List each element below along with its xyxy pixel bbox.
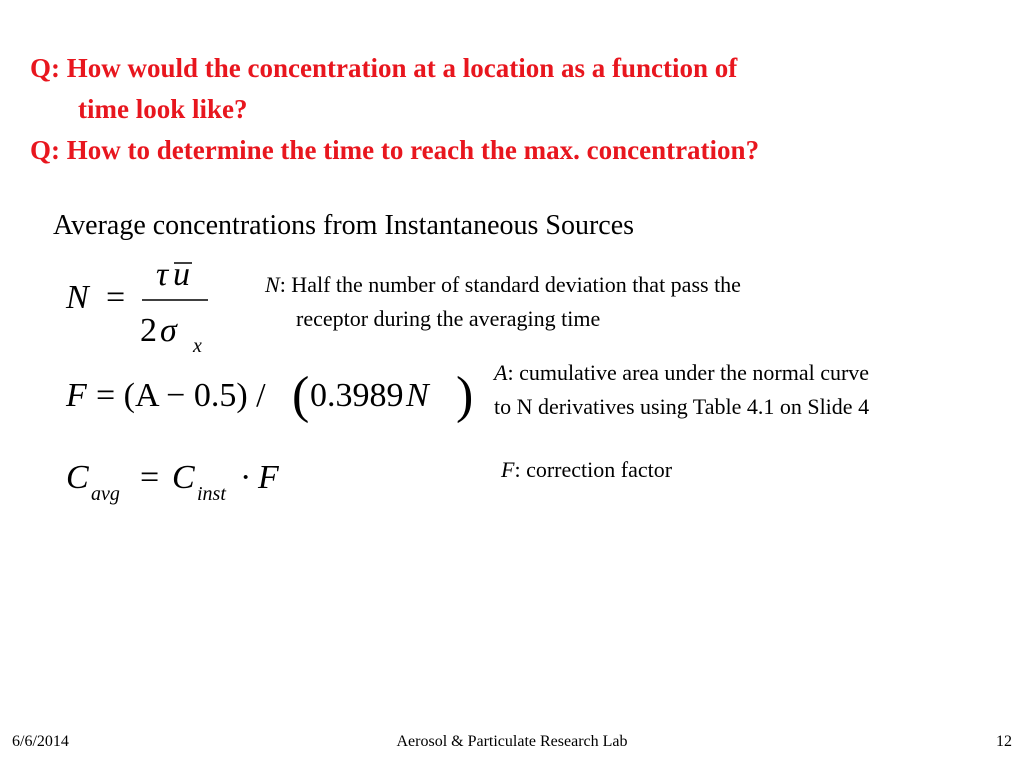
footer-lab-name: Aerosol & Particulate Research Lab	[396, 733, 628, 750]
question-1-line-1: Q: How would the concentration at a location as a function of	[30, 53, 738, 83]
eq-c-inst-sub: inst	[197, 483, 226, 505]
eq-f-n: N	[406, 377, 429, 414]
eq-c-equals: =	[140, 459, 160, 496]
eq-c-inst-c: C	[172, 459, 195, 496]
definition-a-line-1: : cumulative area under the normal curve	[507, 360, 870, 385]
eq-f-number: 0.3989	[310, 377, 404, 414]
equation-c	[60, 452, 310, 512]
eq-n-u: u	[173, 256, 190, 293]
section-title: Average concentrations from Instantaneous Sources	[53, 210, 635, 241]
definition-a-line-2: to N derivatives using Table 4.1 on Slide 4	[494, 394, 870, 419]
footer-date: 6/6/2014	[12, 733, 69, 750]
eq-n-sub-x: x	[193, 335, 202, 357]
definition-n	[265, 268, 741, 336]
definition-n-line-1: : Half the number of standard deviation that pass the	[279, 272, 741, 297]
eq-c-dot: ·	[240, 459, 252, 496]
eq-f-close-paren: )	[456, 367, 474, 424]
eq-f-open-paren: (	[292, 367, 310, 424]
definition-n-line-2: receptor during the averaging time	[296, 306, 601, 331]
eq-n-two: 2	[140, 312, 157, 349]
definition-f-symbol: F	[501, 457, 515, 482]
definition-f	[501, 453, 672, 487]
eq-f-mid: = (A − 0.5) /	[96, 377, 266, 414]
eq-c-avg-sub: avg	[91, 483, 120, 505]
eq-f-lhs: F	[66, 377, 87, 414]
eq-n-lhs: N	[66, 279, 89, 316]
question-2: Q: How to determine the time to reach the max. concentration?	[30, 135, 760, 165]
eq-n-tau: τ	[156, 256, 169, 293]
equation-n	[60, 255, 230, 365]
eq-c-f: F	[258, 459, 279, 496]
question-1-line-2: time look like?	[78, 94, 248, 124]
equation-f	[60, 360, 480, 430]
definition-a-symbol: A	[494, 360, 508, 385]
eq-n-sigma: σ	[160, 312, 177, 349]
definition-n-symbol: N	[265, 272, 280, 297]
eq-n-equals: =	[106, 279, 126, 316]
definition-f-line-1: : correction factor	[514, 457, 673, 482]
definition-a	[494, 356, 869, 424]
eq-c-avg-c: C	[66, 459, 89, 496]
footer-page-number: 12	[996, 733, 1012, 750]
